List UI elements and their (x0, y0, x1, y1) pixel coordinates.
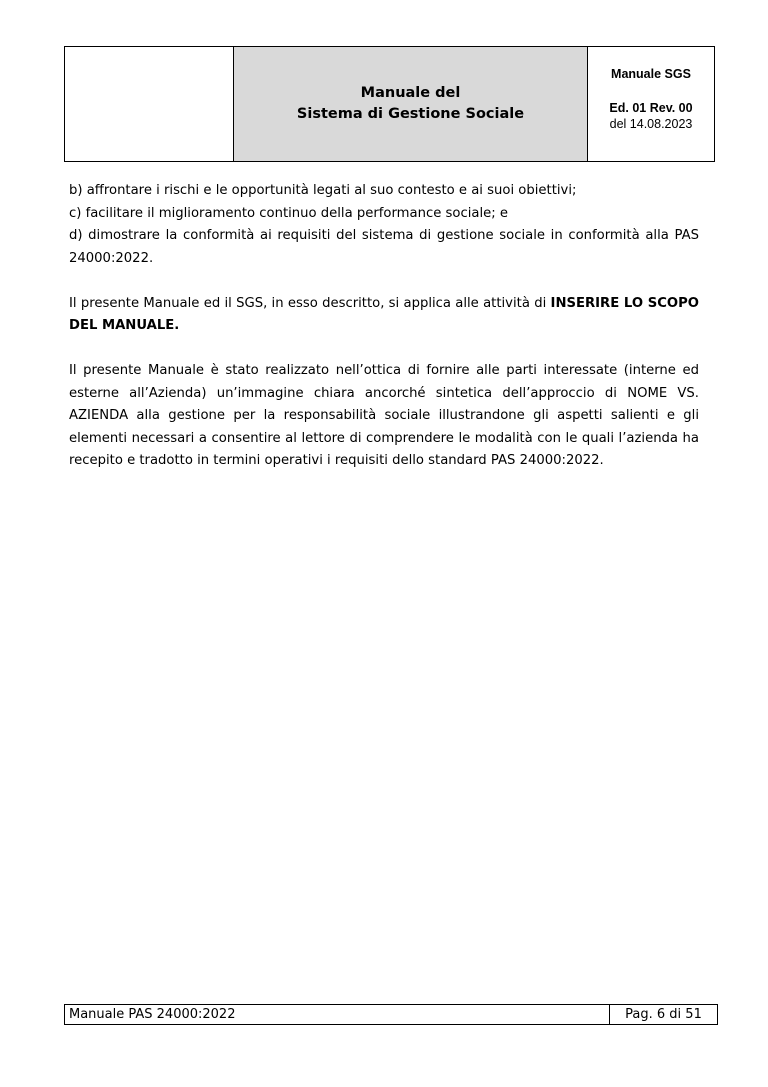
scope-text: Il presente Manuale ed il SGS, in esso descritto, si applica alle attività di (69, 295, 551, 311)
purpose-paragraph: Il presente Manuale è stato realizzato nell’ottica di fornire alle parti interessate (interne ed esterne all’Azienda) un’immagine chiara ancorché sintetica dell’approccio di NOME VS. AZIENDA alla gestione per la responsabilità sociale illustrandone gli aspetti salienti e gli elementi necessari a consentire al lettore di comprendere le modalità con le quali l’azienda ha recepito e tradotto in termini operativi i requisiti dello standard PAS 24000:2022. (69, 363, 699, 468)
document-header (64, 46, 715, 162)
document-footer (64, 1004, 718, 1025)
doc-name: Manuale SGS (611, 67, 691, 81)
header-meta (588, 47, 714, 161)
header-title (234, 47, 588, 161)
edition-revision: Ed. 01 Rev. 00 (609, 101, 693, 115)
scope-paragraph (69, 293, 699, 338)
list-item-c: c) facilitare il miglioramento continuo della performance sociale; e (69, 205, 508, 221)
logo-placeholder (65, 47, 234, 161)
page-number: Pag. 6 di 51 (625, 1007, 702, 1022)
document-body (69, 180, 699, 473)
title-line-2: Sistema di Gestione Sociale (296, 106, 525, 122)
list-item-b: b) affrontare i rischi e le opportunità legati al suo contesto e ai suoi obiettivi; (69, 183, 577, 198)
edition-date: del 14.08.2023 (609, 117, 693, 131)
scope-placeholder: INSERIRE LO SCOPO DEL MANUALE. (69, 295, 699, 333)
footer-manual-name: Manuale PAS 24000:2022 (65, 1005, 610, 1024)
title-line-1: Manuale del (360, 85, 461, 101)
list-item-d: d) dimostrare la conformità ai requisiti del sistema di gestione sociale in conformità alla PAS 24000:2022. (69, 228, 699, 266)
